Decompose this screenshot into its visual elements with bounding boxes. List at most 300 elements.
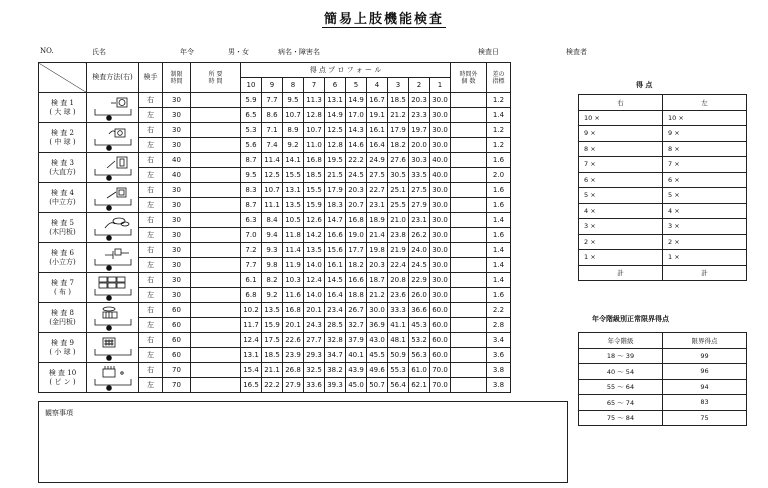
- profile-value: 16.4: [367, 138, 388, 153]
- profile-value: 15.5: [283, 168, 304, 183]
- profile-value: 45.0: [346, 378, 367, 393]
- score-left-cell[interactable]: 8 ×: [663, 141, 747, 157]
- profile-value: 30.0: [430, 258, 451, 273]
- profile-value: 26.2: [409, 228, 430, 243]
- profile-value: 60.0: [430, 303, 451, 318]
- diff-index: 2.8: [487, 318, 511, 333]
- score-left-cell[interactable]: 2 ×: [663, 234, 747, 250]
- test-row: [39, 123, 511, 138]
- score-right-cell[interactable]: 10 ×: [579, 110, 663, 126]
- diff-index: 3.8: [487, 378, 511, 393]
- test-method-diagram: [87, 303, 139, 333]
- profile-value: 30.0: [430, 243, 451, 258]
- required-time-input[interactable]: [191, 108, 241, 123]
- profile-value: 14.3: [346, 123, 367, 138]
- profile-value: 32.5: [304, 363, 325, 378]
- score-right-cell[interactable]: 2 ×: [579, 234, 663, 250]
- overtime-count-input[interactable]: [451, 198, 487, 213]
- required-time-input[interactable]: [191, 153, 241, 168]
- profile-value: 22.6: [283, 333, 304, 348]
- profile-value: 70.0: [430, 378, 451, 393]
- score-row: [579, 157, 747, 173]
- profile-value: 36.6: [409, 303, 430, 318]
- age-row: [579, 395, 747, 411]
- test-label: [39, 333, 87, 363]
- profile-value: 7.4: [262, 138, 283, 153]
- profile-value: 12.5: [325, 123, 346, 138]
- profile-value: 19.0: [346, 228, 367, 243]
- profile-value: 9.5: [241, 168, 262, 183]
- test-label: [39, 183, 87, 213]
- score-right-total[interactable]: 計: [579, 265, 663, 281]
- profile-value: 16.6: [346, 273, 367, 288]
- profile-value: 12.4: [304, 273, 325, 288]
- profile-value: 30.3: [409, 153, 430, 168]
- age-limit-title: 年令階級別正常限界得点: [592, 314, 669, 323]
- profile-value: 15.4: [241, 363, 262, 378]
- score-row: [579, 110, 747, 126]
- profile-value: 36.9: [367, 318, 388, 333]
- point-header: 3: [388, 78, 409, 93]
- notes-label: 観察事項: [45, 409, 73, 417]
- profile-value: 14.5: [325, 273, 346, 288]
- profile-value: 60.0: [430, 333, 451, 348]
- test-method-diagram: [87, 333, 139, 363]
- overtime-count-input[interactable]: [451, 123, 487, 138]
- test-method-diagram: [87, 243, 139, 273]
- hand-right: 右: [139, 153, 163, 168]
- profile-value: 10.3: [283, 273, 304, 288]
- profile-value: 30.0: [430, 213, 451, 228]
- hand-left: 左: [139, 288, 163, 303]
- hand-right: 右: [139, 303, 163, 318]
- limit-time: 70: [163, 378, 191, 393]
- profile-value: 27.9: [409, 198, 430, 213]
- test-number: 検 査 7: [51, 278, 74, 287]
- score-row: [579, 234, 747, 250]
- header-disease: 病名・障害名: [278, 48, 320, 56]
- diagonal-header-cell: [39, 63, 87, 93]
- profile-value: 21.4: [367, 228, 388, 243]
- required-time-input[interactable]: [191, 348, 241, 363]
- hand-left: 左: [139, 138, 163, 153]
- score-right-cell[interactable]: 3 ×: [579, 219, 663, 235]
- point-header: 4: [367, 78, 388, 93]
- profile-value: 28.5: [325, 318, 346, 333]
- overtime-count-input[interactable]: [451, 243, 487, 258]
- profile-value: 55.3: [388, 363, 409, 378]
- required-time-input[interactable]: [191, 198, 241, 213]
- profile-value: 18.7: [367, 273, 388, 288]
- profile-value: 11.3: [304, 93, 325, 108]
- test-row: [39, 303, 511, 318]
- overtime-count-input[interactable]: [451, 333, 487, 348]
- limit-time: 30: [163, 213, 191, 228]
- overtime-count-input[interactable]: [451, 93, 487, 108]
- profile-value: 21.0: [388, 213, 409, 228]
- test-method-diagram: [87, 273, 139, 303]
- required-time-input[interactable]: [191, 228, 241, 243]
- required-time-input[interactable]: [191, 363, 241, 378]
- profile-value: 21.9: [388, 243, 409, 258]
- test-row: [39, 153, 511, 168]
- profile-value: 27.5: [409, 183, 430, 198]
- profile-value: 12.8: [304, 108, 325, 123]
- limit-time: 30: [163, 273, 191, 288]
- wood-disc-icon: [91, 215, 135, 241]
- profile-value: 27.7: [304, 333, 325, 348]
- profile-value: 22.4: [388, 258, 409, 273]
- profile-value: 13.5: [283, 198, 304, 213]
- required-time-input[interactable]: [191, 288, 241, 303]
- profile-value: 7.0: [241, 228, 262, 243]
- test-item-name: (金円板): [49, 317, 76, 326]
- profile-value: 61.0: [409, 363, 430, 378]
- limit-time: 30: [163, 123, 191, 138]
- profile-value: 30.0: [430, 138, 451, 153]
- profile-value: 15.5: [304, 183, 325, 198]
- large-prism-icon: [91, 155, 135, 181]
- score-title: 得 点: [636, 80, 653, 89]
- age-group: 55 ～ 64: [579, 379, 663, 395]
- medium-ball-icon: [91, 125, 135, 151]
- form-title: 簡易上肢機能検査: [323, 12, 444, 27]
- required-time-input[interactable]: [191, 333, 241, 348]
- profile-value: 41.1: [388, 318, 409, 333]
- overtime-count-input[interactable]: [451, 183, 487, 198]
- limit-header: 制限 時間: [163, 63, 191, 93]
- profile-value: 24.5: [409, 258, 430, 273]
- hand-right: 右: [139, 213, 163, 228]
- overtime-count-input[interactable]: [451, 288, 487, 303]
- point-header: 1: [430, 78, 451, 93]
- score-left-cell[interactable]: 5 ×: [663, 188, 747, 204]
- profile-value: 6.5: [241, 108, 262, 123]
- diff-index: 1.4: [487, 243, 511, 258]
- profile-value: 18.2: [388, 138, 409, 153]
- profile-value: 23.4: [325, 303, 346, 318]
- header-name: 氏名: [92, 48, 106, 56]
- score-right-cell[interactable]: 4 ×: [579, 203, 663, 219]
- overtime-count-input[interactable]: [451, 228, 487, 243]
- test-number: 検 査 3: [51, 158, 74, 167]
- overtime-count-input[interactable]: [451, 363, 487, 378]
- cloth-icon: [91, 275, 135, 301]
- age-group: 65 ～ 74: [579, 395, 663, 411]
- profile-value: 11.8: [283, 228, 304, 243]
- limit-score: 83: [663, 395, 747, 411]
- profile-value: 15.9: [262, 318, 283, 333]
- test-method-diagram: [87, 213, 139, 243]
- test-label: [39, 303, 87, 333]
- profile-value: 38.2: [325, 363, 346, 378]
- profile-value: 11.4: [262, 153, 283, 168]
- profile-value: 30.0: [430, 288, 451, 303]
- profile-value: 13.5: [304, 243, 325, 258]
- profile-value: 8.3: [241, 183, 262, 198]
- profile-value: 20.7: [346, 198, 367, 213]
- score-right-cell[interactable]: 1 ×: [579, 250, 663, 266]
- diff-index: 1.6: [487, 198, 511, 213]
- profile-value: 17.5: [262, 333, 283, 348]
- profile-value: 5.9: [241, 93, 262, 108]
- required-time-input[interactable]: [191, 138, 241, 153]
- overtime-count-input[interactable]: [451, 348, 487, 363]
- profile-value: 13.1: [283, 183, 304, 198]
- profile-value: 8.7: [241, 198, 262, 213]
- test-item-name: (中立方): [49, 197, 76, 206]
- required-time-input[interactable]: [191, 243, 241, 258]
- profile-value: 45.3: [409, 318, 430, 333]
- test-item-name: ( 小 球 ): [49, 347, 76, 356]
- overtime-count-input[interactable]: [451, 138, 487, 153]
- profile-value: 29.3: [304, 348, 325, 363]
- profile-value: 11.7: [241, 318, 262, 333]
- small-cube-icon: [91, 245, 135, 271]
- profile-value: 20.3: [346, 183, 367, 198]
- profile-value: 18.5: [262, 348, 283, 363]
- profile-value: 26.8: [283, 363, 304, 378]
- test-table: [38, 62, 511, 393]
- age-group-header: 年令階級: [579, 333, 663, 349]
- test-row: [39, 213, 511, 228]
- profile-value: 9.8: [262, 258, 283, 273]
- overtime-count-input[interactable]: [451, 258, 487, 273]
- overtime-count-input[interactable]: [451, 273, 487, 288]
- profile-value: 17.9: [325, 183, 346, 198]
- limit-score-header: 限界得点: [663, 333, 747, 349]
- score-row: [579, 188, 747, 204]
- test-number: 検 査 8: [51, 308, 74, 317]
- test-label: [39, 363, 87, 393]
- required-time-input[interactable]: [191, 303, 241, 318]
- profile-value: 16.8: [304, 153, 325, 168]
- age-limit-table: [578, 332, 747, 426]
- score-right-cell[interactable]: 6 ×: [579, 172, 663, 188]
- profile-value: 40.1: [346, 348, 367, 363]
- overtime-count-input[interactable]: [451, 303, 487, 318]
- profile-value: 30.0: [430, 108, 451, 123]
- required-time-input[interactable]: [191, 318, 241, 333]
- limit-time: 30: [163, 108, 191, 123]
- profile-value: 7.2: [241, 243, 262, 258]
- profile-value: 20.1: [304, 303, 325, 318]
- profile-value: 12.6: [304, 213, 325, 228]
- profile-value: 14.1: [283, 153, 304, 168]
- required-time-input[interactable]: [191, 168, 241, 183]
- overtime-count-input[interactable]: [451, 378, 487, 393]
- profile-value: 10.2: [241, 303, 262, 318]
- overtime-header: 時間外 個 数: [451, 63, 487, 93]
- limit-score: 96: [663, 364, 747, 380]
- profile-value: 33.6: [304, 378, 325, 393]
- diff-index: 3.6: [487, 348, 511, 363]
- required-time-input[interactable]: [191, 213, 241, 228]
- profile-value: 30.0: [430, 123, 451, 138]
- test-row: [39, 333, 511, 348]
- limit-time: 30: [163, 93, 191, 108]
- test-row: [39, 273, 511, 288]
- profile-value: 30.0: [430, 183, 451, 198]
- profile-value: 43.0: [367, 333, 388, 348]
- profile-value: 16.1: [367, 123, 388, 138]
- profile-value: 14.2: [304, 228, 325, 243]
- profile-value: 12.8: [325, 138, 346, 153]
- profile-value: 60.0: [430, 318, 451, 333]
- profile-value: 7.1: [262, 123, 283, 138]
- score-left-total[interactable]: 計: [663, 265, 747, 281]
- profile-value: 14.0: [304, 288, 325, 303]
- diff-index: 1.4: [487, 213, 511, 228]
- test-label: [39, 93, 87, 123]
- required-time-input[interactable]: [191, 183, 241, 198]
- limit-time: 40: [163, 153, 191, 168]
- profile-value: 43.9: [346, 363, 367, 378]
- profile-value: 6.8: [241, 288, 262, 303]
- test-label: [39, 243, 87, 273]
- metal-disc-icon: [91, 305, 135, 331]
- profile-value: 24.5: [346, 168, 367, 183]
- limit-time: 30: [163, 288, 191, 303]
- test-label: [39, 153, 87, 183]
- diff-index: 1.2: [487, 93, 511, 108]
- required-time-input[interactable]: [191, 258, 241, 273]
- profile-header: 得 点 プ ロ フ ォ ー ル: [241, 63, 451, 78]
- score-right-header: 右: [579, 95, 663, 111]
- score-right-cell[interactable]: 7 ×: [579, 157, 663, 173]
- score-right-cell[interactable]: 8 ×: [579, 141, 663, 157]
- test-number: 検 査 4: [51, 188, 74, 197]
- overtime-count-input[interactable]: [451, 108, 487, 123]
- score-left-cell[interactable]: 7 ×: [663, 157, 747, 173]
- diff-index: 1.6: [487, 183, 511, 198]
- profile-value: 32.8: [325, 333, 346, 348]
- profile-value: 32.7: [346, 318, 367, 333]
- test-item-name: ( 中 球 ): [49, 137, 76, 146]
- score-left-cell[interactable]: 1 ×: [663, 250, 747, 266]
- profile-value: 25.5: [388, 198, 409, 213]
- profile-value: 10.7: [262, 183, 283, 198]
- header-examiner: 検査者: [566, 48, 587, 56]
- profile-value: 12.4: [241, 333, 262, 348]
- profile-value: 22.9: [409, 273, 430, 288]
- score-left-cell[interactable]: 9 ×: [663, 126, 747, 142]
- score-left-cell[interactable]: 3 ×: [663, 219, 747, 235]
- pin-icon: [91, 365, 135, 391]
- profile-value: 18.8: [346, 288, 367, 303]
- test-number: 検 査 10: [48, 368, 77, 377]
- score-row: [579, 141, 747, 157]
- score-total-row: [579, 265, 747, 281]
- profile-value: 21.2: [367, 288, 388, 303]
- limit-time: 60: [163, 333, 191, 348]
- score-left-cell[interactable]: 4 ×: [663, 203, 747, 219]
- score-row: [579, 126, 747, 142]
- profile-value: 62.1: [409, 378, 430, 393]
- header-age: 年令: [180, 48, 194, 56]
- limit-time: 60: [163, 318, 191, 333]
- profile-value: 48.1: [388, 333, 409, 348]
- test-number: 検 査 2: [51, 128, 74, 137]
- profile-value: 22.2: [262, 378, 283, 393]
- score-right-cell[interactable]: 9 ×: [579, 126, 663, 142]
- score-left-cell[interactable]: 10 ×: [663, 110, 747, 126]
- required-time-input[interactable]: [191, 123, 241, 138]
- profile-value: 23.6: [388, 288, 409, 303]
- required-time-input[interactable]: [191, 378, 241, 393]
- point-header: 7: [304, 78, 325, 93]
- profile-value: 17.0: [346, 108, 367, 123]
- profile-value: 33.5: [409, 168, 430, 183]
- observation-notes[interactable]: [38, 401, 568, 483]
- profile-value: 27.6: [388, 153, 409, 168]
- profile-value: 13.1: [241, 348, 262, 363]
- limit-score: 75: [663, 410, 747, 426]
- profile-value: 5.6: [241, 138, 262, 153]
- profile-value: 24.9: [367, 153, 388, 168]
- profile-value: 10.7: [304, 123, 325, 138]
- score-right-cell[interactable]: 5 ×: [579, 188, 663, 204]
- profile-value: 10.7: [283, 108, 304, 123]
- score-left-cell[interactable]: 6 ×: [663, 172, 747, 188]
- age-row: [579, 410, 747, 426]
- hand-right: 右: [139, 93, 163, 108]
- age-group: 75 ～ 84: [579, 410, 663, 426]
- profile-value: 30.0: [430, 273, 451, 288]
- profile-value: 50.9: [388, 348, 409, 363]
- test-number: 検 査 1: [51, 98, 74, 107]
- point-header: 10: [241, 78, 262, 93]
- point-header: 5: [346, 78, 367, 93]
- profile-value: 8.6: [262, 108, 283, 123]
- profile-value: 39.3: [325, 378, 346, 393]
- overtime-count-input[interactable]: [451, 318, 487, 333]
- profile-value: 27.9: [283, 378, 304, 393]
- overtime-count-input[interactable]: [451, 213, 487, 228]
- test-item-name: ( ピ ン ): [49, 377, 76, 386]
- profile-value: 8.9: [283, 123, 304, 138]
- profile-value: 70.0: [430, 363, 451, 378]
- profile-value: 30.0: [430, 93, 451, 108]
- profile-value: 16.5: [241, 378, 262, 393]
- overtime-count-input[interactable]: [451, 168, 487, 183]
- overtime-count-input[interactable]: [451, 153, 487, 168]
- diff-index: 3.4: [487, 333, 511, 348]
- profile-value: 16.7: [367, 93, 388, 108]
- required-time-input[interactable]: [191, 93, 241, 108]
- test-method-diagram: [87, 93, 139, 123]
- profile-value: 9.3: [262, 243, 283, 258]
- profile-value: 18.2: [346, 258, 367, 273]
- diff-index-header: 差の 指標: [487, 63, 511, 93]
- profile-value: 21.2: [388, 108, 409, 123]
- header-date: 検査日: [478, 48, 499, 56]
- profile-value: 26.0: [409, 288, 430, 303]
- profile-value: 23.1: [409, 213, 430, 228]
- profile-value: 15.6: [325, 243, 346, 258]
- required-time-header: 所 要 時 間: [191, 63, 241, 93]
- profile-value: 14.6: [346, 138, 367, 153]
- required-time-input[interactable]: [191, 273, 241, 288]
- profile-value: 45.5: [367, 348, 388, 363]
- profile-value: 16.6: [325, 228, 346, 243]
- score-row: [579, 172, 747, 188]
- age-group: 18 ～ 39: [579, 348, 663, 364]
- test-method-diagram: [87, 123, 139, 153]
- score-row: [579, 203, 747, 219]
- profile-value: 34.7: [325, 348, 346, 363]
- test-row: [39, 183, 511, 198]
